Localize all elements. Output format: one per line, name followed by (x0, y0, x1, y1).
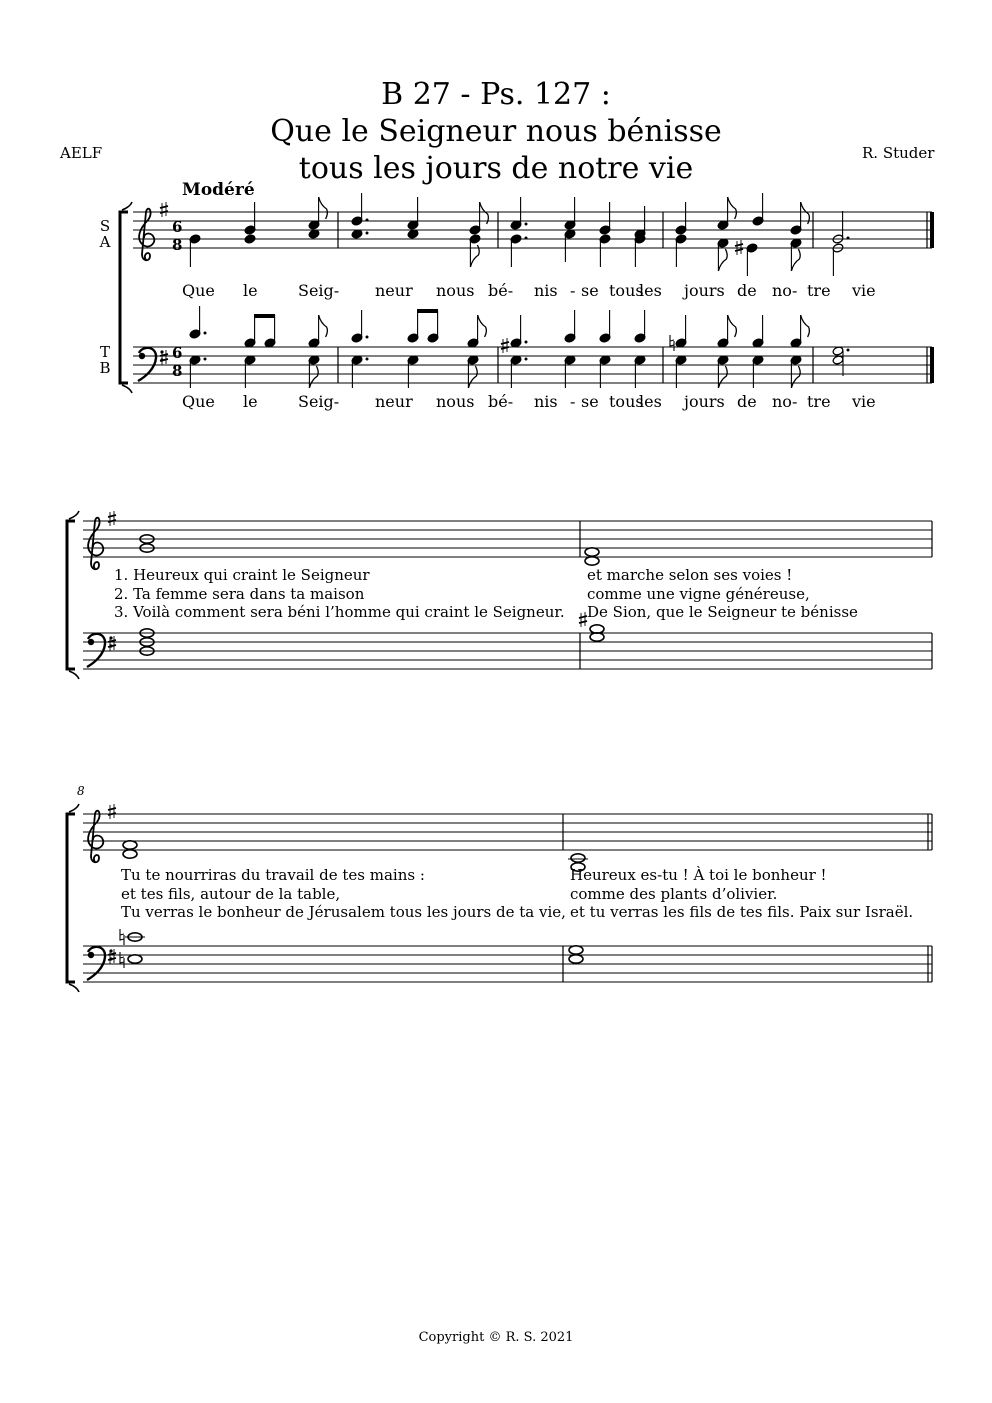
augmentation-dot (366, 336, 369, 339)
sharp-accidental (735, 249, 743, 251)
voice-label-soprano: S (99, 217, 111, 235)
bass-clef (87, 947, 105, 980)
lyric-syllable: tous (609, 392, 644, 411)
final-barline (930, 347, 934, 383)
treble-clef (139, 209, 154, 261)
augmentation-dot (204, 332, 207, 335)
lyric-syllable: Que (182, 392, 215, 411)
verse-line: et marche selon ses voies ! (587, 566, 793, 584)
note-flag (319, 315, 328, 337)
beam (417, 309, 438, 313)
augmentation-dot (366, 219, 369, 222)
natural-accidental (120, 952, 124, 968)
sharp-accidental (108, 520, 116, 522)
sharp-accidental (108, 813, 116, 815)
note-flag (718, 366, 727, 388)
whole-note (123, 841, 137, 849)
lyric-syllable: se (581, 392, 599, 411)
note-flag (718, 249, 727, 271)
augmentation-dot (525, 358, 528, 361)
note-flag (791, 249, 800, 271)
lyric-syllable: bé- (488, 392, 514, 411)
lyric-syllable: tre (807, 392, 831, 411)
sharp-accidental (579, 616, 587, 618)
augmentation-dot (525, 237, 528, 240)
whole-note (123, 850, 137, 858)
verse-line: 2. Ta femme sera dans ta maison (114, 584, 365, 603)
sharp-accidental (160, 211, 168, 213)
augmentation-dot (204, 358, 207, 361)
note-flag (319, 197, 328, 219)
bass-clef (88, 952, 94, 958)
lyric-syllable: neur (375, 392, 413, 411)
title-line-2: Que le Seigneur nous bénisse (270, 114, 722, 149)
system-bracket (67, 814, 75, 982)
whole-note (590, 625, 604, 633)
tempo-marking: Modéré (182, 180, 255, 200)
lyric-syllable: Seig- (298, 392, 340, 411)
sharp-accidental (579, 621, 587, 623)
whole-note (585, 557, 599, 565)
lyric-syllable: jours (684, 281, 725, 300)
lyric-syllable: no- (772, 281, 798, 300)
augmentation-dot (366, 232, 369, 235)
system-bracket (69, 511, 79, 679)
whole-note (128, 955, 142, 963)
composer-credit: R. Studer (862, 144, 935, 162)
note-flag (728, 315, 737, 337)
beam (254, 314, 275, 318)
lyric-syllable: jours (684, 392, 725, 411)
lyric-syllable: les (639, 281, 662, 300)
voice-label-tenor: T (99, 343, 110, 361)
whole-note (569, 955, 583, 963)
system-bracket (67, 521, 75, 669)
sharp-accidental (108, 645, 116, 647)
augmentation-dot (847, 237, 850, 240)
lyric-syllable: le (243, 281, 258, 300)
verse-line: comme des plants d’olivier. (570, 884, 778, 903)
verse-line: Tu verras le bonheur de Jérusalem tous les jours de ta vie, (121, 903, 566, 921)
sharp-accidental (160, 206, 168, 208)
voice-label-alto: A (99, 233, 111, 251)
lyric-syllable: nous (436, 392, 475, 411)
lyric-syllable: le (243, 392, 258, 411)
lyric-syllable: tous (609, 281, 644, 300)
time-signature-bottom: 8 (172, 236, 183, 254)
system-bracket (69, 804, 79, 992)
verse-line: De Sion, que le Seigneur te bénisse (587, 603, 858, 621)
lyric-syllable: vie (852, 281, 876, 300)
lyric-syllable: bé- (488, 281, 514, 300)
note-flag (468, 366, 477, 388)
whole-note (571, 863, 585, 871)
verse-line: 3. Voilà comment sera béni l’homme qui craint le Seigneur. (114, 603, 565, 621)
sharp-accidental (501, 342, 509, 344)
note-flag (801, 315, 810, 337)
lyric-syllable: Que (182, 281, 215, 300)
lyric-syllable: se (581, 281, 599, 300)
lyric-syllable: tre (807, 281, 831, 300)
whole-note (569, 946, 583, 954)
natural-accidental (670, 335, 674, 351)
verse-line: et tu verras les fils de tes fils. Paix sur Israël. (570, 903, 914, 921)
verse-line: Heureux es-tu ! À toi le bonheur ! (570, 866, 827, 884)
note-flag (791, 366, 800, 388)
text-source-credit: AELF (60, 144, 103, 162)
lyric-syllable: les (639, 392, 662, 411)
system-bracket (120, 212, 128, 383)
verse-line: et tes fils, autour de la table, (121, 884, 341, 903)
bass-clef (87, 634, 105, 667)
measure-number: 8 (77, 784, 85, 798)
treble-clef (88, 811, 103, 863)
lyric-syllable: de (737, 392, 757, 411)
whole-note (590, 633, 604, 641)
system-bracket (122, 202, 132, 393)
sharp-accidental (735, 244, 743, 246)
time-signature-top: 6 (172, 218, 183, 236)
verse-line: comme une vigne généreuse, (587, 584, 810, 603)
final-barline (930, 212, 934, 248)
title-line-1: B 27 - Ps. 127 : (381, 77, 611, 112)
augmentation-dot (366, 358, 369, 361)
lyric-syllable: - (570, 281, 576, 300)
lyric-syllable: nis (534, 281, 558, 300)
lyric-syllable: nous (436, 281, 475, 300)
lyric-syllable: vie (852, 392, 876, 411)
copyright-notice: Copyright © R. S. 2021 (418, 1330, 574, 1345)
title-line-3: tous les jours de notre vie (298, 151, 694, 186)
augmentation-dot (847, 349, 850, 352)
bass-clef (88, 639, 94, 645)
sharp-accidental (108, 515, 116, 517)
bass-clef (138, 348, 156, 381)
verse-line: 1. Heureux qui craint le Seigneur (114, 566, 370, 584)
time-signature-top: 6 (172, 344, 183, 362)
lyric-syllable: Seig- (298, 281, 340, 300)
lyric-syllable: nis (534, 392, 558, 411)
sharp-accidental (108, 958, 116, 960)
lyric-syllable: no- (772, 392, 798, 411)
note-flag (478, 315, 487, 337)
verse-line: Tu te nourriras du travail de tes mains : (121, 866, 425, 884)
augmentation-dot (525, 341, 528, 344)
sharp-accidental (108, 808, 116, 810)
whole-note (585, 548, 599, 556)
voice-label-bass: B (99, 359, 111, 377)
note-flag (309, 366, 318, 388)
note-flag (728, 197, 737, 219)
lyric-syllable: de (737, 281, 757, 300)
augmentation-dot (525, 223, 528, 226)
lyric-syllable: - (570, 392, 576, 411)
bass-clef (139, 353, 145, 359)
time-signature-bottom: 8 (172, 362, 183, 380)
lyric-syllable: neur (375, 281, 413, 300)
natural-accidental (120, 929, 124, 945)
treble-clef (88, 518, 103, 570)
whole-note (571, 854, 585, 862)
note-head (244, 234, 256, 244)
